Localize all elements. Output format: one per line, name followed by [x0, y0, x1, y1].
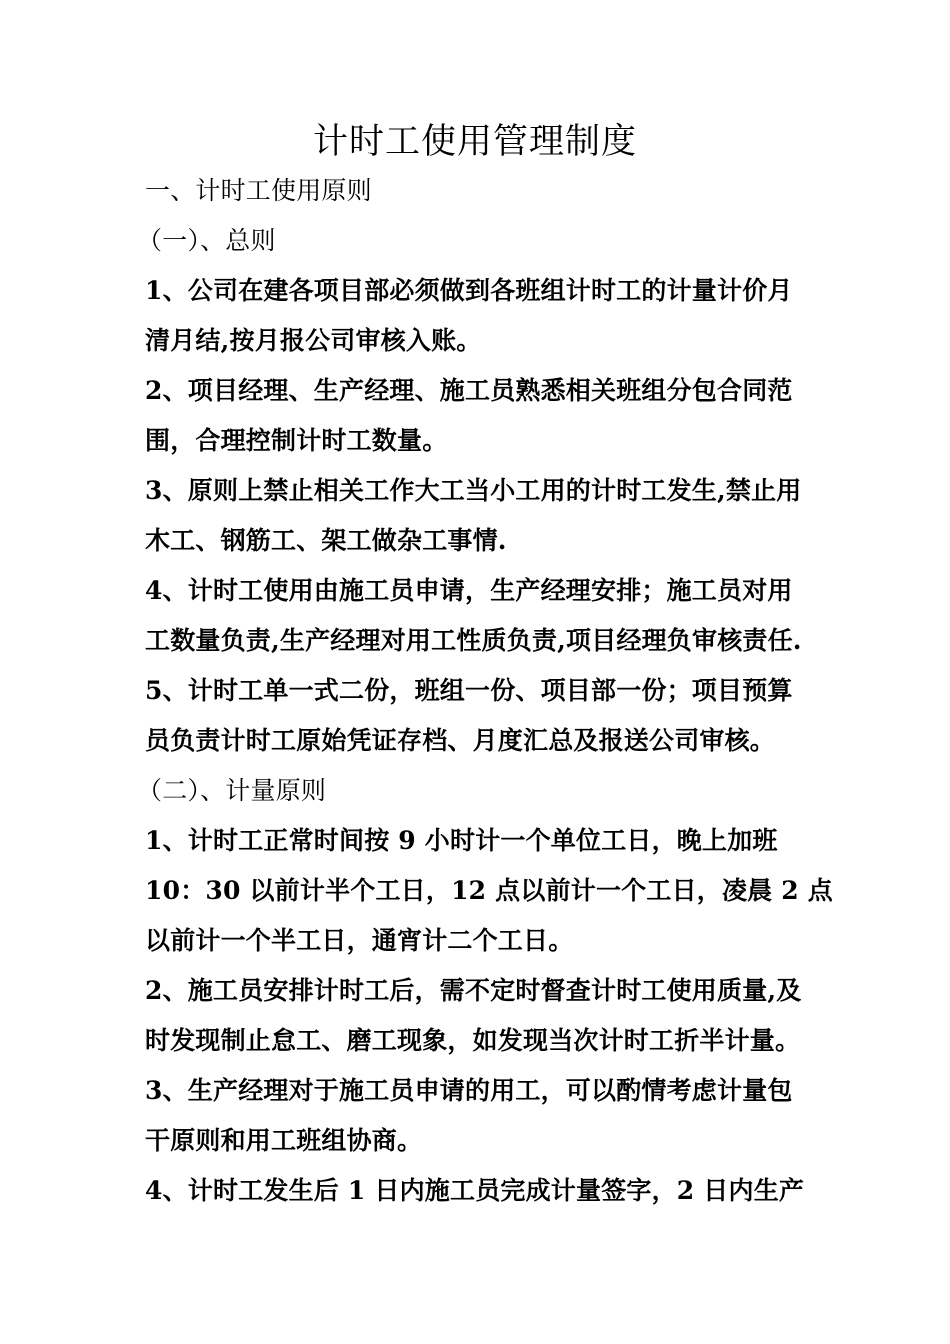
paragraph-line: 以前计一个半工日，通宵计二个工日。 [145, 926, 574, 955]
document-title: 计时工使用管理制度 [312, 122, 637, 162]
paragraph-line: 10：30 以前计半个工日，12 点以前计一个工日，凌晨 2 点 [145, 876, 833, 905]
paragraph-line: 5、计时工单一式二份，班组一份、项目部一份；项目预算 [145, 676, 793, 705]
paragraph-line: 3、生产经理对于施工员申请的用工，可以酌情考虑计量包 [145, 1076, 793, 1105]
paragraph-line: 围，合理控制计时工数量。 [145, 426, 448, 455]
paragraph-line: 工数量负责,生产经理对用工性质负责,项目经理负审核责任. [145, 626, 802, 655]
paragraph-line: 1、计时工正常时间按 9 小时计一个单位工日，晚上加班 [145, 826, 778, 855]
paragraph-line: 3、原则上禁止相关工作大工当小工用的计时工发生,禁止用 [145, 476, 802, 505]
paragraph-line: 时发现制止怠工、磨工现象，如发现当次计时工折半计量。 [145, 1026, 801, 1055]
paragraph-line: 清月结,按月报公司审核入账。 [145, 326, 482, 355]
paragraph-line: 木工、钢筋工、架工做杂工事情. [145, 526, 507, 555]
paragraph-line: 4、计时工发生后 1 日内施工员完成计量签字，2 日内生产 [145, 1176, 805, 1205]
paragraph-line: 干原则和用工班组协商。 [145, 1126, 423, 1155]
subsection-heading-general: （一）、总则 [137, 226, 276, 255]
subsection-heading-measurement: （二）、计量原则 [137, 776, 327, 805]
paragraph-line: 员负责计时工原始凭证存档、月度汇总及报送公司审核。 [145, 726, 776, 755]
paragraph-line: 2、施工员安排计时工后，需不定时督查计时工使用质量,及 [145, 976, 802, 1005]
section-heading-1: 一、计时工使用原则 [145, 176, 372, 205]
paragraph-line: 1、公司在建各项目部必须做到各班组计时工的计量计价月 [145, 276, 793, 305]
paragraph-line: 4、计时工使用由施工员申请，生产经理安排；施工员对用 [145, 576, 793, 605]
paragraph-line: 2、项目经理、生产经理、施工员熟悉相关班组分包合同范 [145, 376, 793, 405]
